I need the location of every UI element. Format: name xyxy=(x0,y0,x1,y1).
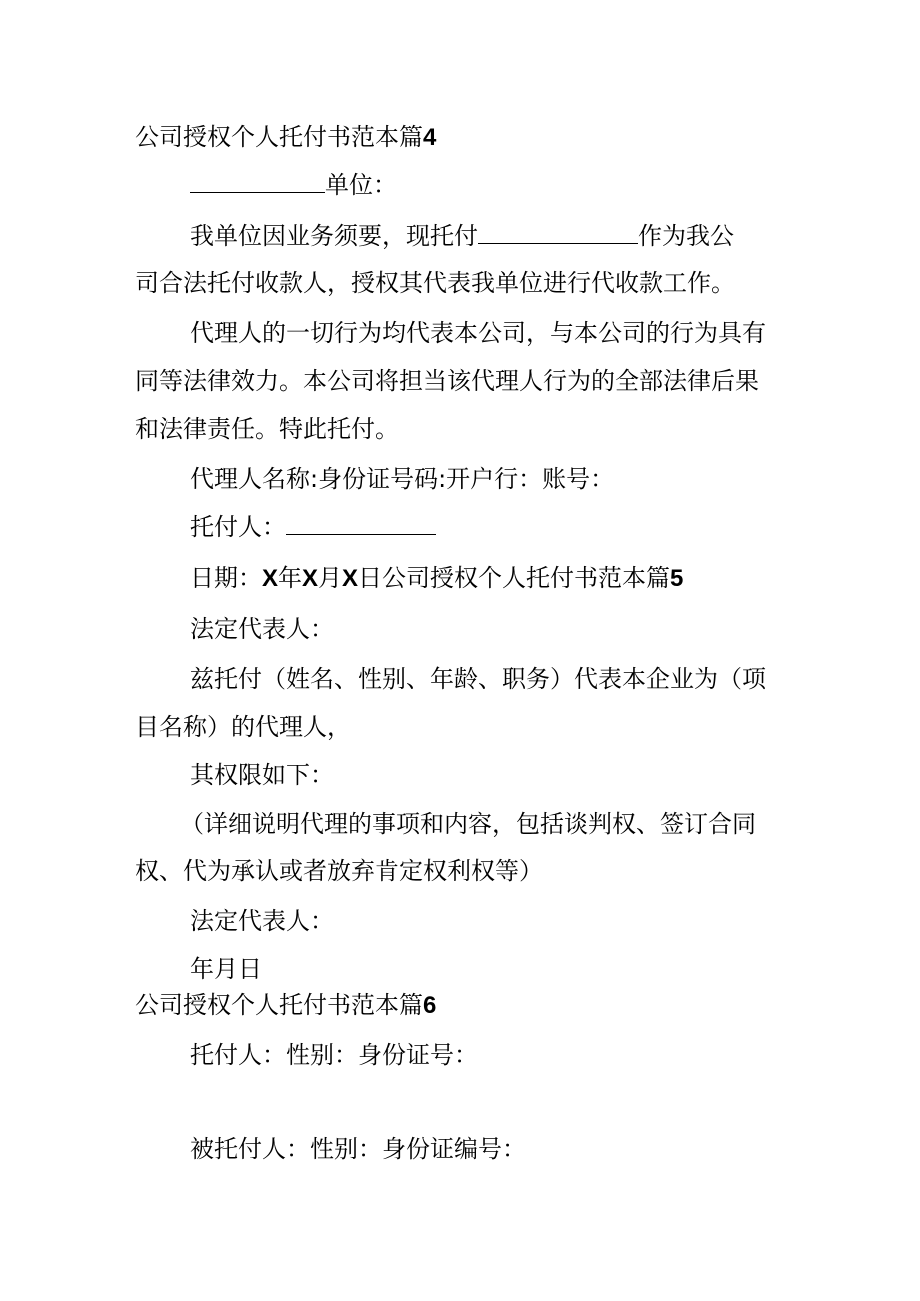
entrustee-info-line: 被托付人：性别：身份证编号： xyxy=(190,1135,526,1163)
paragraph-entrust-line-1 xyxy=(190,221,734,251)
entruster-line xyxy=(190,512,436,542)
paragraph-agent-line-1: 代理人的一切行为均代表本公司，与本公司的行为具有 xyxy=(190,319,766,347)
entruster-label: 托付人： xyxy=(190,513,286,541)
date-month-value: X xyxy=(302,565,319,592)
paragraph-agent-line-2: 同等法律效力。本公司将担当该代理人行为的全部法律后果 xyxy=(135,367,759,395)
authorization-line-1: 兹托付（姓名、性别、年龄、职务）代表本企业为（项 xyxy=(190,665,766,693)
legal-representative-2: 法定代表人： xyxy=(190,907,334,935)
unit-label: 单位： xyxy=(325,171,397,199)
scope-heading: 其权限如下： xyxy=(190,761,334,789)
agent-fields-line: 代理人名称:身份证号码:开户行：账号： xyxy=(190,465,615,493)
scope-detail-line-1: （详细说明代理的事项和内容，包括谈判权、签订合同 xyxy=(180,810,756,838)
section-title-6-text: 公司授权个人托付书范本篇 xyxy=(135,991,423,1019)
paragraph-agent-line-3: 和法律责任。特此托付。 xyxy=(135,415,399,443)
legal-representative-1: 法定代表人： xyxy=(190,615,334,643)
section-title-4-number: 4 xyxy=(423,124,437,151)
date-day-value: X xyxy=(342,565,359,592)
date-month-label: 月 xyxy=(318,564,343,592)
date-year-label: 年 xyxy=(278,564,303,592)
authorization-line-2: 目名称）的代理人， xyxy=(135,713,351,741)
section-title-4 xyxy=(135,122,436,153)
paragraph-entrust-text-b: 作为我公 xyxy=(638,222,734,250)
entruster-blank xyxy=(286,514,436,535)
date-ymd: 年月日 xyxy=(190,955,262,983)
date-year-value: X xyxy=(262,565,279,592)
date-label: 日期： xyxy=(190,564,262,592)
scope-detail-line-2: 权、代为承认或者放弃肯定权利权等） xyxy=(135,857,543,885)
section-title-5-number: 5 xyxy=(670,565,684,592)
paragraph-entrust-line-2: 司合法托付收款人，授权其代表我单位进行代收款工作。 xyxy=(135,269,735,297)
unit-blank xyxy=(190,172,325,193)
agent-name-blank xyxy=(478,223,638,244)
section-title-5-text: 日公司授权个人托付书范本篇 xyxy=(358,564,671,592)
section-title-6 xyxy=(135,990,436,1021)
entruster-info-line: 托付人：性别：身份证号： xyxy=(190,1041,478,1069)
section-title-4-text: 公司授权个人托付书范本篇 xyxy=(135,123,423,151)
unit-line xyxy=(190,170,397,200)
section-title-6-number: 6 xyxy=(423,992,437,1019)
date-and-section-title-5 xyxy=(190,563,683,594)
paragraph-entrust-text-a: 我单位因业务须要，现托付 xyxy=(190,222,478,250)
